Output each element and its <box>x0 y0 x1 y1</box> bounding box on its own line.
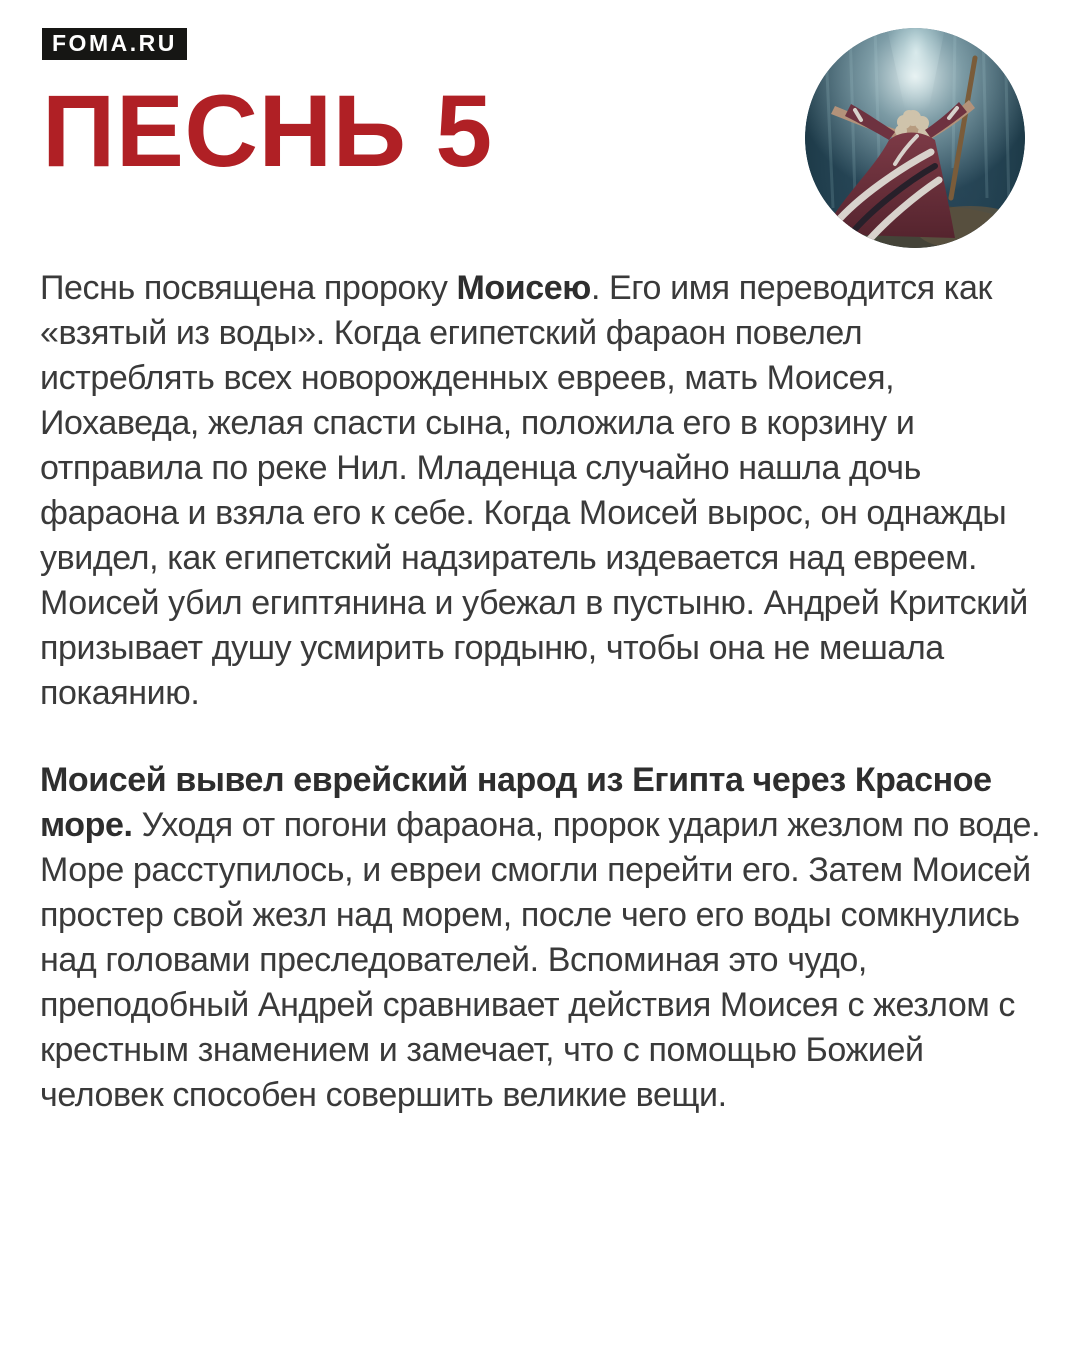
article-text <box>40 266 1045 1160</box>
text-segment: Песнь посвящена пророку <box>40 269 457 307</box>
text-segment: Уходя от погони фараона, пророк ударил жезлом по воде. Море расступилось, и евреи смогли перейти его. Затем Моисей простер свой жезл над морем, после чего его воды сомкнулись над головами преследователей. Вспоминая это чудо, преподобный Андрей сравнивает действия Моисея с жезлом с крестным знамением и замечает, что с помощью Божией человек способен совершить великие вещи. <box>40 806 1041 1114</box>
page-title: ПЕСНЬ 5 <box>42 74 493 188</box>
paragraph <box>40 758 1045 1118</box>
paragraph <box>40 266 1045 716</box>
site-badge: FOMA.RU <box>42 28 187 60</box>
text-segment: . Его имя переводится как «взятый из воды». Когда египетский фараон повелел истреблять всех новорожденных евреев, мать Моисея, Иохаведа, желая спасти сына, положила его в корзину и отправила по реке Нил. Младенца случайно нашла дочь фараона и взяла его к себе. Когда Моисей вырос, он однажды увидел, как египетский надзиратель издевается над евреем. Моисей убил египтянина и убежал в пустыню. Андрей Критский призывает душу усмирить гордыню, чтобы она не мешала покаянию. <box>40 269 1028 712</box>
moses-parting-sea-illustration <box>805 28 1025 248</box>
moses-hero-image <box>805 28 1025 248</box>
bold-text-segment: Моисею <box>456 269 591 307</box>
bold-text-segment: Моисей вывел еврейский народ из Египта через Красное море. <box>40 761 992 844</box>
